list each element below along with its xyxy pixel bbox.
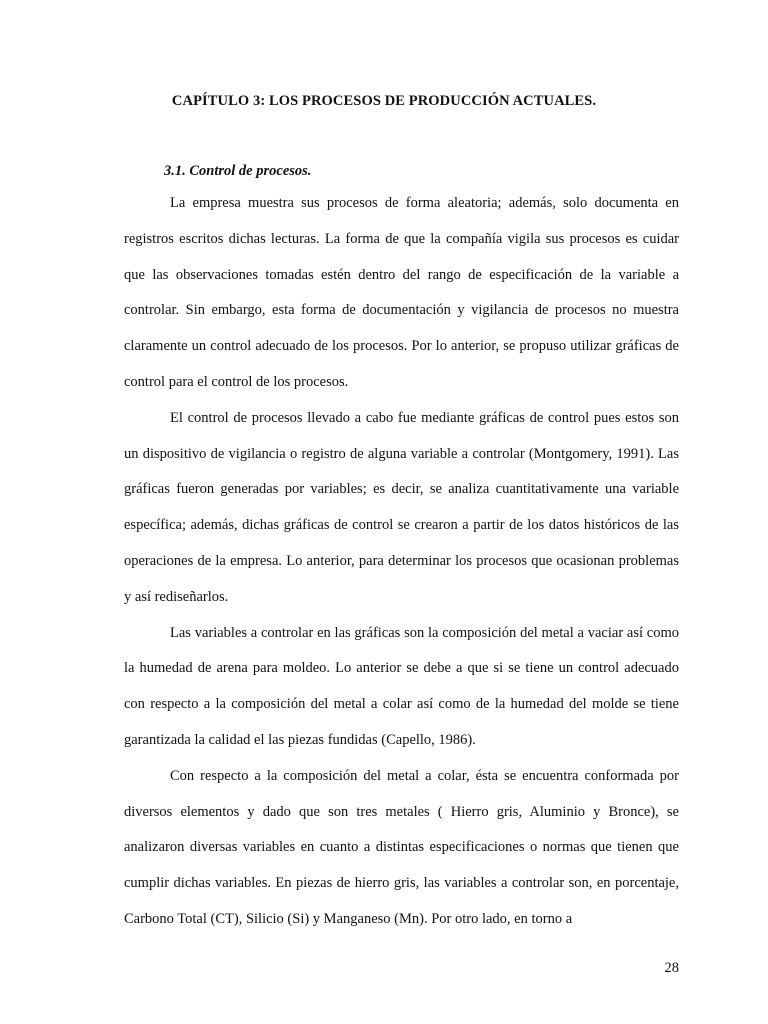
- paragraph: Con respecto a la composición del metal a colar, ésta se encuentra conformada por diversos elementos y dado que son tres metales ( Hierro gris, Aluminio y Bronce), se analizaron diversas variables en cuanto a distintas especificaciones o normas que tienen que cumplir dichas variables. En piezas de hierro gris, las variables a controlar son, en porcentaje, Carbono Total (CT), Silicio (Si) y Manganeso (Mn). Por otro lado, en torno a: [124, 767, 679, 927]
- paragraph: La empresa muestra sus procesos de forma aleatoria; además, solo documenta en registros escritos dichas lecturas. La forma de que la compañía vigila sus procesos es cuidar que las observaciones tomadas estén dentro del rango de especificación de la variable a controlar. Sin embargo, esta forma de documentación y vigilancia de procesos no muestra claramente un control adecuado de los procesos. Por lo anterior, se propuso utilizar gráficas de control para el control de los procesos.: [124, 195, 679, 390]
- page-number: 28: [664, 960, 679, 976]
- paragraph: El control de procesos llevado a cabo fue mediante gráficas de control pues estos son un dispositivo de vigilancia o registro de alguna variable a controlar (Montgomery, 1991). Las gráficas fueron generadas por variables; es decir, se analiza cuantitativamente una variable específica; además, dichas gráficas de control se crearon a partir de los datos históricos de las operaciones de la empresa. Lo anterior, para determinar los procesos que ocasionan problemas y así rediseñarlos.: [124, 409, 679, 605]
- body-text: [124, 186, 679, 938]
- paragraph: Las variables a controlar en las gráficas son la composición del metal a vaciar así como la humedad de arena para moldeo. Lo anterior se debe a que si se tiene un control adecuado con respecto a la composición del metal a colar así como de la humedad del molde se tiene garantizada la calidad el las piezas fundidas (Capello, 1986).: [124, 624, 679, 748]
- chapter-title: CAPÍTULO 3: LOS PROCESOS DE PRODUCCIÓN ACTUALES.: [171, 93, 597, 109]
- section-heading: 3.1. Control de procesos.: [164, 163, 312, 179]
